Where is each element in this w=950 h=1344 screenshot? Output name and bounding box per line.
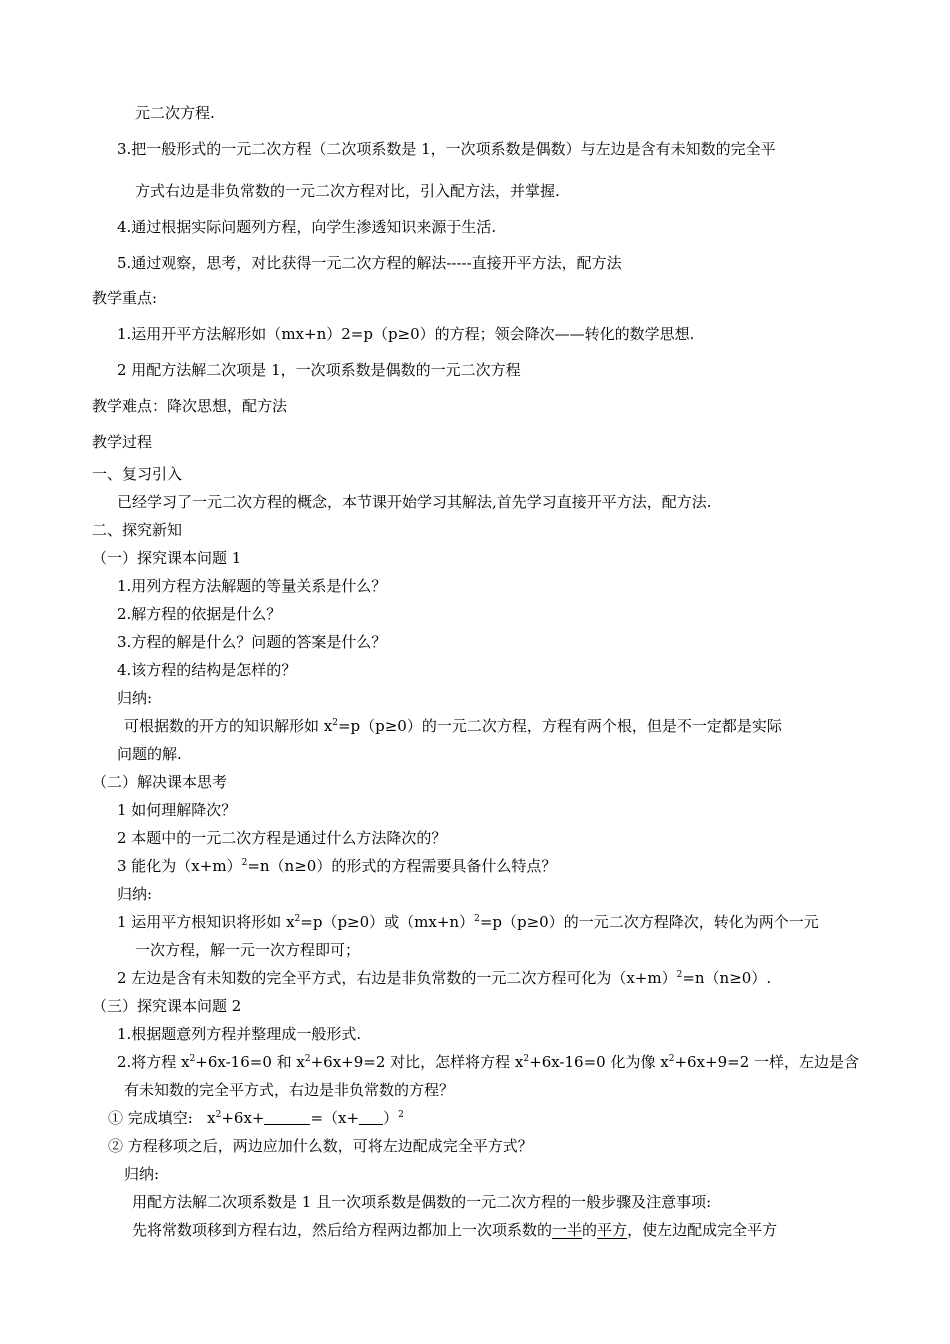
part-1-q2: 2.解方程的依据是什么？: [117, 605, 282, 623]
objective-5: 5.通过观察，思考，对比获得一元二次方程的解法-----直接开平方法，配方法: [117, 254, 622, 272]
part-3-summary-label: 归纳:: [124, 1165, 160, 1183]
part-2-q2: 2 本题中的一元二次方程是通过什么方法降次的？: [117, 829, 447, 847]
objective-2-tail: 元二次方程.: [135, 104, 215, 122]
section-1-title: 一、复习引入: [92, 465, 183, 483]
part-2-summary-label: 归纳:: [117, 885, 153, 903]
key-points-heading: 教学重点:: [92, 289, 158, 307]
process-heading: 教学过程: [92, 433, 153, 451]
underlined-half: 一半: [552, 1221, 583, 1239]
part-3-summary-step: 先将常数项移到方程右边，然后给方程两边都加上一次项系数的一半的平方，使左边配成完全平方: [132, 1221, 778, 1239]
part-3-q1: 1.根据题意列方程并整理成一般形式.: [117, 1025, 362, 1043]
fill-blank-constant[interactable]: [264, 1108, 310, 1125]
key-point-1: 1.运用开平方法解形如（mx+n）2=p（p≥0）的方程；领会降次——转化的数学思想.: [117, 325, 695, 343]
objective-3-line-2: 方式右边是非负常数的一元二次方程对比，引入配方法，并掌握.: [135, 182, 560, 200]
part-3-summary-intro: 用配方法解二次项系数是 1 且一次项系数是偶数的一元二次方程的一般步骤及注意事项:: [132, 1193, 712, 1211]
key-point-2: 2 用配方法解二次项是 1，一次项系数是偶数的一元二次方程: [117, 361, 521, 379]
part-2-summary-1-line-1: 1 运用平方根知识将形如 $x^2=p(p\ge 0)$或$(mx+n)^2=p(p\ge 0)$的一元二次方程降次，转化为两个一元: [117, 913, 819, 931]
part-1-summary-label: 归纳:: [117, 689, 153, 707]
part-3-title: （三）探究课本问题 2: [92, 997, 242, 1015]
objective-4: 4.通过根据实际问题列方程，向学生渗透知识来源于生活.: [117, 218, 497, 236]
part-1-q1: 1.用列方程方法解题的等量关系是什么？: [117, 577, 387, 595]
section-1-text: 已经学习了一元二次方程的概念，本节课开始学习其解法,首先学习直接开平方法，配方法.: [117, 493, 712, 511]
part-3-fill-blank: ① 完成填空: $x^2+6x+ =(x+ )^2$: [108, 1109, 404, 1127]
part-2-summary-1-line-2: 一次方程，解一元一次方程即可；: [135, 941, 361, 959]
section-2-title: 二、探究新知: [92, 521, 183, 539]
underlined-square: 平方: [597, 1221, 628, 1239]
part-2-q1: 1 如何理解降次？: [117, 801, 237, 819]
difficulties: 教学难点：降次思想，配方法: [92, 397, 288, 415]
part-1-q4: 4.该方程的结构是怎样的？: [117, 661, 297, 679]
objective-3-line-1: 3.把一般形式的一元二次方程（二次项系数是 1，一次项系数是偶数）与左边是含有未知数的完全平: [117, 140, 776, 158]
part-2-title: （二）解决课本思考: [92, 773, 228, 791]
part-1-summary-line-1: 可根据数的开方的知识解形如 $x^2=p(p\ge 0)$的一元二次方程，方程有两个根，但是不一定都是实际: [124, 717, 782, 735]
part-1-q3: 3.方程的解是什么？问题的答案是什么？: [117, 633, 387, 651]
part-3-q2-line-1: 2.将方程 $x^2+6x-16=0$ 和 $x^2+6x+9=2$ 对比，怎样将方程 $x^2+6x-16=0$ 化为像 $x^2+6x+9=2$ 一样，左边是含: [117, 1053, 860, 1071]
part-2-q3: 3 能化为$(x+m)^2=n(n\ge 0)$的形式的方程需要具备什么特点？: [117, 857, 557, 875]
part-1-title: （一）探究课本问题 1: [92, 549, 242, 567]
part-3-q2-line-2: 有未知数的完全平方式，右边是非负常数的方程？: [124, 1081, 455, 1099]
part-3-q-move: ② 方程移项之后，两边应加什么数，可将左边配成完全平方式？: [108, 1137, 533, 1155]
part-2-summary-2: 2 左边是含有未知数的完全平方式，右边是非负常数的一元二次方程可化为$(x+m)^2=n(n\ge 0)$.: [117, 969, 772, 987]
fill-blank-term[interactable]: [359, 1108, 383, 1125]
part-1-summary-line-2: 问题的解.: [117, 745, 182, 763]
